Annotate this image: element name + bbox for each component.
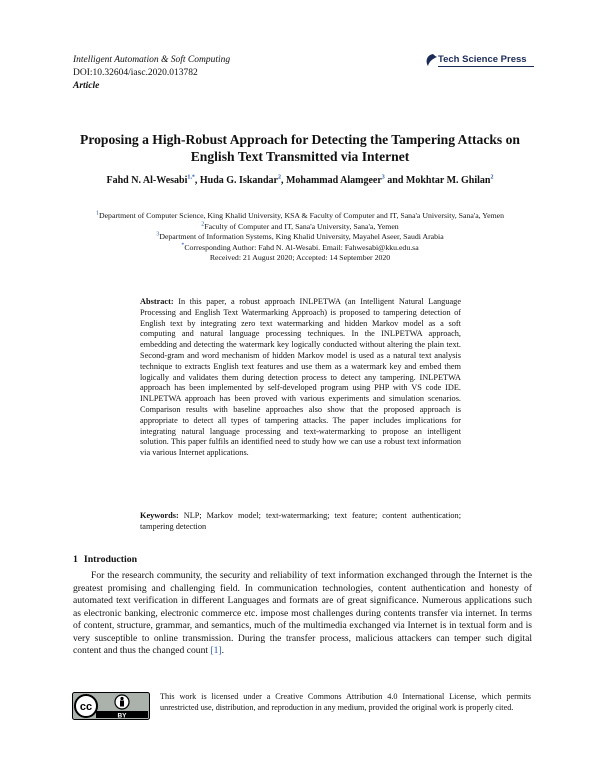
keywords xyxy=(140,511,461,533)
affiliation-text: Corresponding Author: Fahd N. Al-Wesabi. Email: Fahwesabi@kku.edu.sa xyxy=(184,242,419,252)
affiliation-sup: 2 xyxy=(201,221,205,227)
author-affil-sup: 2 xyxy=(490,174,494,181)
author-list xyxy=(40,175,560,186)
author-name: Huda G. Iskandar xyxy=(199,175,278,186)
author-name: Fahd N. Al-Wesabi xyxy=(106,175,188,186)
author-separator: , xyxy=(280,175,286,186)
section-title: Introduction xyxy=(83,554,138,565)
affiliation-sup: 3 xyxy=(156,231,160,238)
affiliation-text: Faculty of Computer and IT, Sana'a University, Sana'a, Yemen xyxy=(204,221,399,231)
cc-by-badge-icon[interactable] xyxy=(72,692,150,720)
cc-text: cc xyxy=(79,701,93,713)
intro-text: For the research community, the security and reliability of text information exchanged through the Internet is the greatest promising and challenging field. In communication technologies, content authentication and honesty of automated text verification in different Languages and formats are of great significance. Numerous applications such as electronic banking, electronic commerce etc. impose most challenges during contents transfer via internet. In terms of content, structure, grammar, and semantics, much of the multimedia exchanged via Internet is in textual form and is very susceptible to online transmission. During the transfer process, malicious attackers can temper such digital content and thus the changed count xyxy=(73,570,532,656)
intro-end: . xyxy=(221,645,225,656)
author-affil-sup: 3 xyxy=(381,174,385,181)
title-line-1: Proposing a High-Robust Approach for Detecting the Tampering Attacks on xyxy=(80,132,520,147)
publisher-name: Tech Science Press xyxy=(438,54,527,65)
intro-paragraph xyxy=(73,570,532,658)
affiliation-sup: * xyxy=(181,242,185,249)
abstract xyxy=(140,297,461,459)
paper-title xyxy=(40,131,560,165)
license-text: This work is licensed under a Creative Commons Attribution 4.0 International License, which permits unrestricted use, distribution, and reproduction in any medium, provided the original work is properly cited. xyxy=(160,692,531,712)
section-number: 1 xyxy=(73,554,78,565)
author-affil-sup: 2 xyxy=(277,174,281,181)
corresponding-author xyxy=(40,243,560,254)
publisher-logo xyxy=(424,52,534,70)
affiliation-text: Department of Computer Science, King Khalid University, KSA & Faculty of Computer and IT, Sana'a University, Sana'a, Yemen xyxy=(98,211,505,220)
title-line-2: English Text Transmitted via Internet xyxy=(190,149,410,164)
by-text: BY xyxy=(117,712,127,720)
affiliation-line xyxy=(40,222,560,233)
keywords-label: Keywords: xyxy=(140,511,179,520)
publisher-underline xyxy=(438,66,534,67)
affiliation-line xyxy=(40,232,560,243)
journal-name: Intelligent Automation & Soft Computing xyxy=(73,55,231,65)
keywords-text: NLP; Markov model; text-watermarking; text feature; content authentication; tampering detection xyxy=(140,511,461,531)
affiliation-sup: 1 xyxy=(95,210,99,217)
received-dates: Received: 21 August 2020; Accepted: 14 September 2020 xyxy=(209,253,391,263)
section-heading xyxy=(73,554,143,565)
citation-link[interactable]: [1] xyxy=(210,645,222,656)
abstract-label: Abstract: xyxy=(140,297,174,306)
article-type: Article xyxy=(73,81,100,91)
affiliation-line xyxy=(40,211,560,222)
author-name: Mokhtar M. Ghilan xyxy=(405,175,491,186)
doi: DOI:10.32604/iasc.2020.013782 xyxy=(73,68,198,78)
author-affil-sup: 1,* xyxy=(187,174,195,181)
author-separator: , xyxy=(194,175,200,186)
journal-header xyxy=(73,54,230,93)
author-name: Mohammad Alamgeer xyxy=(285,175,382,186)
author-separator: and xyxy=(384,175,406,186)
affiliation-text: Department of Information Systems, King Khalid University, Mayahel Aseer, Saudi Arabia xyxy=(159,232,444,242)
affiliations xyxy=(40,211,560,264)
abstract-text: In this paper, a robust approach INLPETWA (an Intelligent Natural Language Processing and English Text Watermarking Approach) is proposed to tampering detection of English text by integrating zero text watermarking and hidden Markov model as a soft computing and natural language processing techniques. In the INLPETWA approach, embedding and detecting the watermark key logically conducted without altering the plain text. Second-gram and word mechanism of hidden Markov model is used as a natural text analysis technique to extracts English text features and use them as a watermark key and embed them logically and validates them during detection process to detect any tampering. INLPETWA approach has been implemented by self-developed program using PHP with VS code IDE. INLPETWA approach has been proved with various experiments and simulation scenarios. Comparison results with baseline approaches also show that the proposed approach is appropriate to detect all types of tampering attacks. The paper includes implications for integrating natural language processing and text-watermarking to propose an intelligent solution. This paper fulfils an identified need to study how we can use a robust text information via various Internet applications. xyxy=(140,297,461,458)
